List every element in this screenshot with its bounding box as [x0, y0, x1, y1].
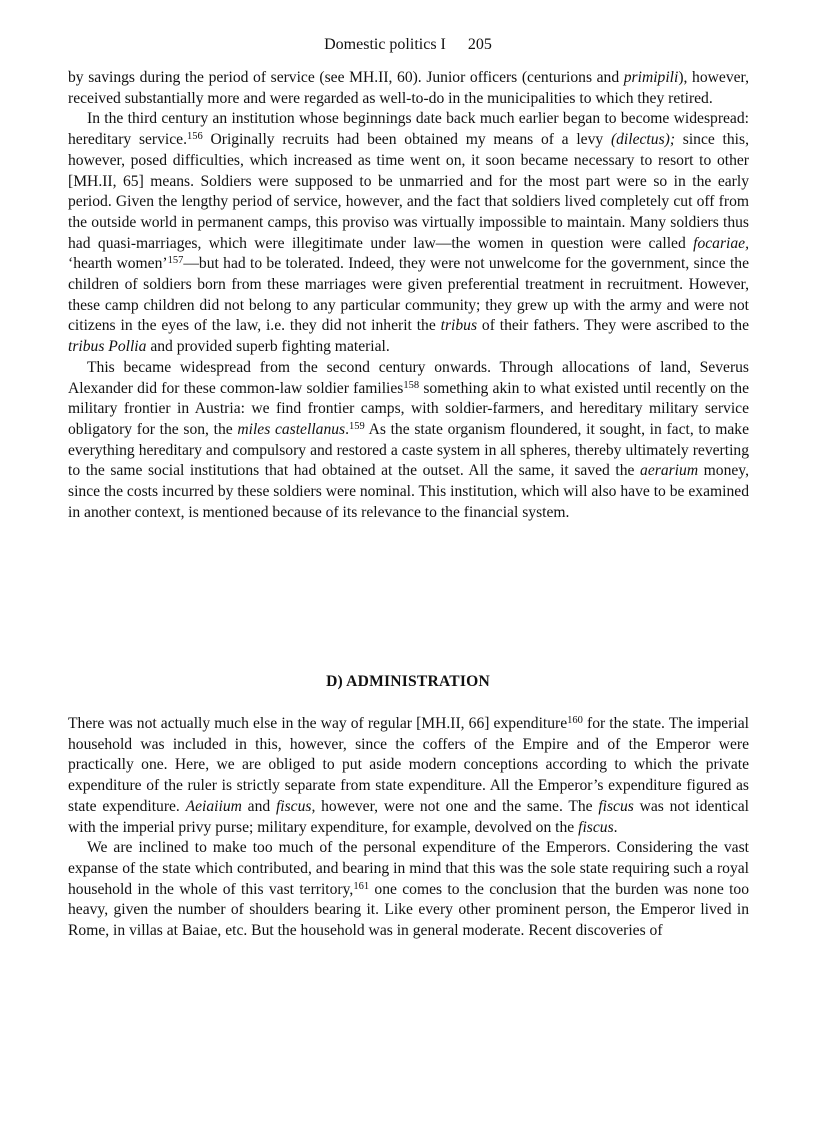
section-heading: D) ADMINISTRATION	[326, 673, 490, 690]
footnote-ref: 161	[353, 880, 370, 892]
italic-term: tribus	[440, 317, 478, 335]
body-text-after-heading	[68, 714, 749, 942]
text-run: since this, however, posed difficulties, which increased as time went on, it soon became necessary to resort to other [MH.II, 65] means. Soldiers were supposed to be unmarried and for the most part were so in the early period. Given the lengthy period of service, however, and the fact that soldiers lived completely cut off from the outside world in permanent camps, this proviso was virtually impossible to maintain. Many soldiers thus had quasi-marriages, which were illegitimate under law—the women in question were called	[68, 131, 749, 252]
text-run: As the state organism floundered, it sought, in fact, to make everything hereditary and compulsory and restored a caste system in all spheres, thereby ultimately reverting to the same social institutions that had obtained at the outset. All the same, it saved the	[68, 420, 749, 480]
text-run: ), however, received substantially more and were regarded as well-to-do in the municipalities to which they retired.	[68, 69, 750, 107]
text-run: something akin to what existed until recently on the military frontier in Austria: we find frontier camps, with soldier-farmers, and hereditary military service obligatory for the son, the	[68, 379, 749, 438]
running-head	[0, 35, 816, 55]
text-run: This became widespread from the second century onwards. Through allocations of land, Severus Alexander did for these common-law soldier families	[68, 358, 749, 397]
footnote-ref: 157	[167, 255, 184, 267]
text-run: There was not actually much else in the way of regular [MH.II, 66] expenditure	[68, 715, 568, 732]
italic-term: fiscus	[598, 797, 634, 815]
italic-term: fiscus,	[275, 797, 316, 815]
text-run: was not identical with the imperial privy purse; military expenditure, for example, devolved on the	[68, 797, 749, 836]
italic-term: focariae,	[693, 234, 749, 252]
italic-term: (dilectus);	[610, 131, 676, 149]
page-number: 205	[467, 36, 492, 53]
text-run: of their fathers. They were ascribed to the	[477, 317, 750, 335]
text-run: and	[241, 797, 276, 815]
footnote-ref: 158	[403, 379, 420, 391]
italic-term: primipili	[623, 69, 679, 86]
text-run: We are inclined to make too much of the personal expenditure of the Emperors. Considering the vast expanse of the state which contributed, and bearing in mind that this was the sole state requiring such a royal household in the whole of this vast territory,	[68, 839, 749, 898]
text-run: and provided superb fighting material.	[146, 338, 390, 356]
footnote-ref: 160	[567, 715, 583, 726]
text-run: In the third century an institution whose beginnings date back much earlier began to become widespread: hereditary service.	[68, 110, 749, 149]
text-run: however, were not one and the same. The	[315, 797, 599, 815]
paragraph	[68, 109, 749, 357]
paragraph	[68, 68, 749, 109]
italic-term: tribus Pollia	[68, 338, 147, 356]
text-run: .	[345, 420, 350, 438]
footnote-ref: 156	[187, 131, 203, 143]
italic-term: miles castellanus	[237, 420, 346, 438]
footnote-ref: 159	[349, 420, 365, 432]
running-title: Domestic politics I	[324, 36, 446, 53]
italic-term: aerarium	[640, 462, 699, 480]
text-run: by savings during the period of service (see MH.II, 60). Junior officers (centurions and	[68, 69, 624, 86]
paragraph	[68, 838, 749, 942]
italic-term: Aeiaiium	[185, 797, 242, 815]
text-run: one comes to the conclusion that the burden was none too heavy, given the number of shoulders bearing it. Like every other prominent person, the Emperor lived in Rome, in villas at Baiae, etc. But the household was in general moderate. Recent discoveries of	[68, 880, 749, 940]
text-run: .	[613, 818, 618, 836]
italic-term: fiscus	[578, 818, 614, 836]
paragraph	[68, 358, 749, 524]
body-text-before-heading	[68, 68, 749, 523]
text-run: ‘hearth women’	[68, 255, 168, 273]
text-run: Originally recruits had been obtained my means of a levy	[202, 131, 611, 149]
text-run: for the state. The imperial household was included in this, however, since the coffers of the Empire and of the Emperor were practically one. Here, we are obliged to put aside modern conceptions according to which the private expenditure of the ruler is strictly separate from state expenditure. All the Emperor’s expenditure figured as state expenditure.	[68, 715, 750, 815]
text-run: money, since the costs incurred by these soldiers were nominal. This institution, which will also have to be examined in another context, is mentioned because of its relevance to the financial system.	[68, 462, 749, 521]
paragraph	[68, 714, 749, 838]
text-run: —but had to be tolerated. Indeed, they were not unwelcome for the government, since the children of soldiers born from these marriages were given preferential treatment in recruitment. However, these camp children did not belong to any particular community; they grew up with the army and were not citizens in the eyes of the law, i.e. they did not inherit the	[68, 255, 750, 335]
